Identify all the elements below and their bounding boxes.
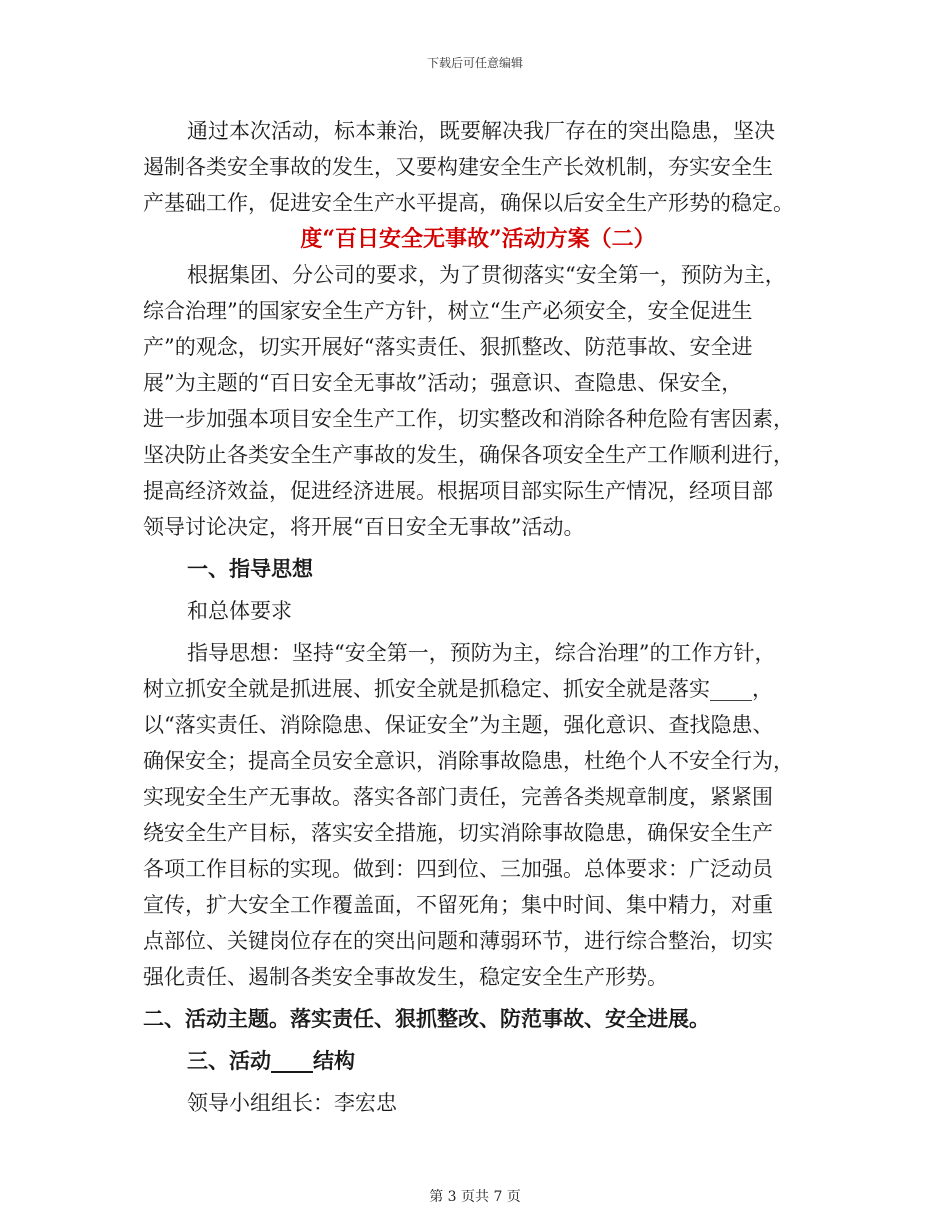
text-line: 提高经济效益，促进经济进展。根据项目部实际生产情况，经项目部 bbox=[143, 479, 773, 503]
document-title: 度“百日安全无事故”活动方案（二） bbox=[300, 226, 656, 252]
text-line: 绕安全生产目标，落实安全措施，切实消除事故隐患，确保安全生产 bbox=[143, 821, 773, 845]
text-line: 产”的观念，切实开展好“落实责任、狠抓整改、防范事故、安全进 bbox=[143, 335, 753, 359]
paragraph-guiding-ideology bbox=[143, 635, 813, 995]
section-heading-activity-structure: 三、活动____结构 bbox=[187, 1048, 355, 1073]
text-line: 指导思想：坚持“安全第一，预防为主，综合治理”的工作方针， bbox=[187, 641, 776, 665]
leader-line: 领导小组组长：李宏忠 bbox=[187, 1091, 397, 1115]
intro-paragraph bbox=[143, 113, 813, 221]
text-line: 以“落实责任、消除隐患、保证安全”为主题，强化意识、查找隐患、 bbox=[143, 713, 774, 737]
text-line: 展”为主题的“百日安全无事故”活动；强意识、查隐患、保安全， bbox=[143, 371, 743, 395]
text-line: 进一步加强本项目安全生产工作，切实整改和消除各种危险有害因素， bbox=[143, 407, 794, 431]
section-subline: 和总体要求 bbox=[187, 599, 292, 623]
text-line: 各项工作目标的实现。做到：四到位、三加强。总体要求：广泛动员 bbox=[143, 857, 773, 881]
text-line: 领导讨论决定，将开展“百日安全无事故”活动。 bbox=[143, 515, 585, 539]
section-heading-activity-theme: 二、活动主题。落实责任、狠抓整改、防范事故、安全进展。 bbox=[143, 1006, 710, 1031]
document-body bbox=[143, 113, 813, 1121]
text-line: 遏制各类安全事故的发生，又要构建安全生产长效机制，夯实安全生 bbox=[143, 155, 773, 179]
text-line: 产基础工作，促进安全生产水平提高，确保以后安全生产形势的稳定。 bbox=[143, 191, 794, 215]
text-line: 根据集团、分公司的要求，为了贯彻落实“安全第一，预防为主， bbox=[187, 263, 786, 287]
text-line: 树立抓安全就是抓进展、抓安全就是抓稳定、抓安全就是落实____， bbox=[143, 677, 773, 701]
text-line: 通过本次活动，标本兼治，既要解决我厂存在的突出隐患，坚决 bbox=[187, 119, 775, 143]
text-line: 确保安全；提高全员安全意识，消除事故隐患，杜绝个人不安全行为， bbox=[143, 749, 794, 773]
section-heading-guiding-ideology: 一、指导思想 bbox=[187, 556, 313, 581]
paragraph-background bbox=[143, 257, 813, 545]
text-line: 强化责任、遏制各类安全事故发生，稳定安全生产形势。 bbox=[143, 965, 668, 989]
text-line: 综合治理”的国家安全生产方针，树立“生产必须安全，安全促进生 bbox=[143, 299, 753, 323]
page-footer: 第 3 页共 7 页 bbox=[429, 1189, 521, 1205]
text-line: 实现安全生产无事故。落实各部门责任，完善各类规章制度，紧紧围 bbox=[143, 785, 773, 809]
text-line: 宣传，扩大安全工作覆盖面，不留死角；集中时间、集中精力，对重 bbox=[143, 893, 773, 917]
page-header: 下载后可任意编辑 bbox=[426, 56, 523, 70]
text-line: 坚决防止各类安全生产事故的发生，确保各项安全生产工作顺利进行， bbox=[143, 443, 794, 467]
text-line: 点部位、关键岗位存在的突出问题和薄弱环节，进行综合整治，切实 bbox=[143, 929, 773, 953]
